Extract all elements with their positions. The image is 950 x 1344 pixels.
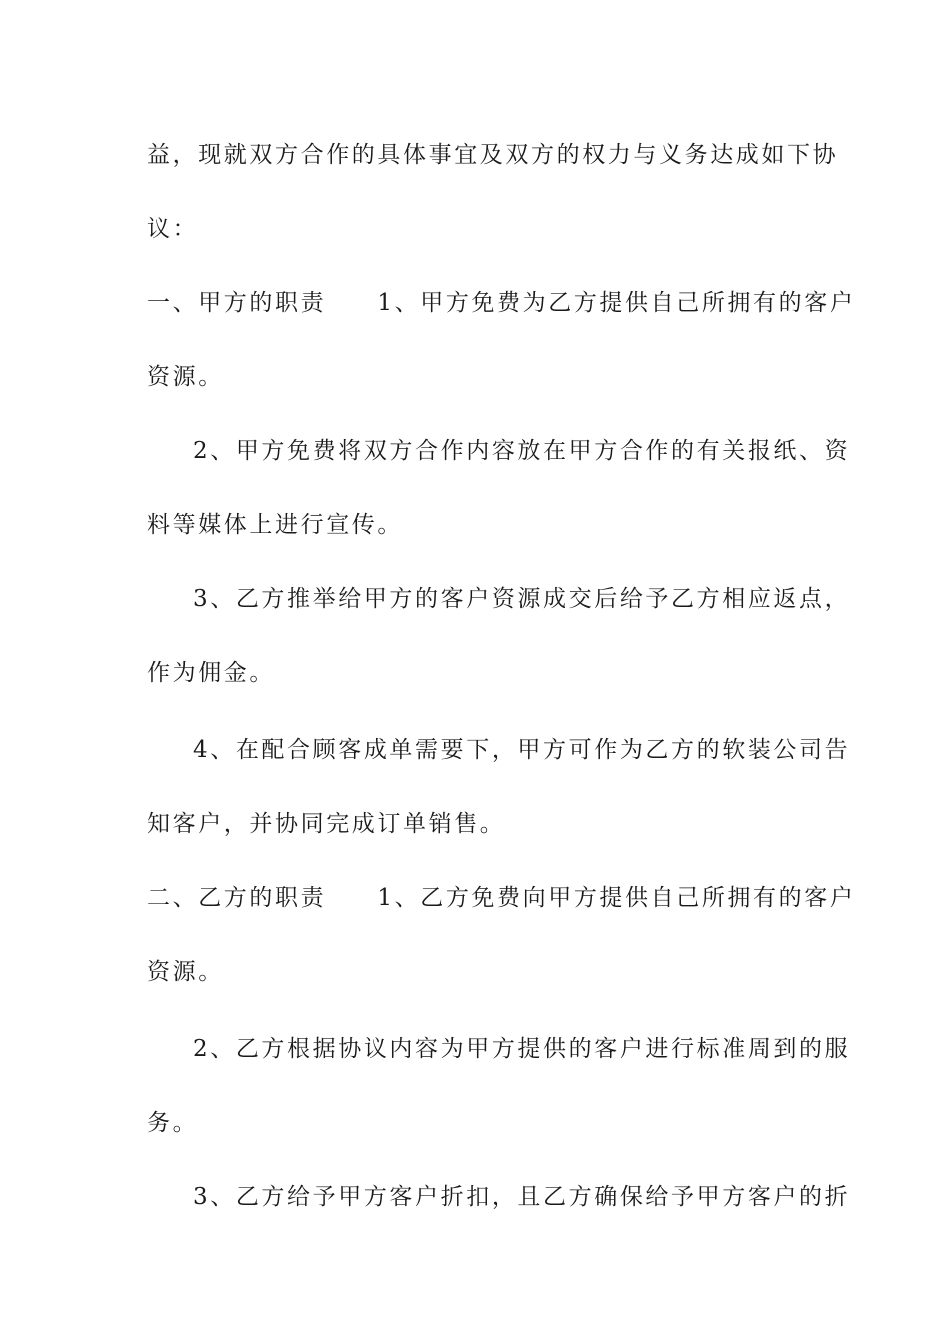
text-line: 2、乙方根据协议内容为甲方提供的客户进行标准周到的服 — [193, 1036, 851, 1062]
section-heading-party-a-duties: 一、甲方的职责 1、甲方免费为乙方提供自己所拥有的客户 — [147, 290, 856, 316]
text-line: 3、乙方推举给甲方的客户资源成交后给予乙方相应返点， — [193, 586, 851, 612]
text-line: 料等媒体上进行宣传。 — [147, 512, 403, 538]
section-heading-party-b-duties: 二、乙方的职责 1、乙方免费向甲方提供自己所拥有的客户 — [147, 885, 856, 911]
text-line: 4、在配合顾客成单需要下，甲方可作为乙方的软装公司告 — [193, 737, 851, 763]
text-line: 资源。 — [147, 364, 224, 390]
text-line: 资源。 — [147, 959, 224, 985]
text-line: 议： — [147, 216, 199, 242]
text-line: 2、甲方免费将双方合作内容放在甲方合作的有关报纸、资 — [193, 438, 851, 464]
text-line: 3、乙方给予甲方客户折扣，且乙方确保给予甲方客户的折 — [193, 1184, 851, 1210]
text-line: 益，现就双方合作的具体事宜及双方的权力与义务达成如下协 — [147, 142, 839, 168]
text-line: 务。 — [147, 1110, 199, 1136]
text-line: 作为佣金。 — [147, 660, 275, 686]
text-line: 知客户，并协同完成订单销售。 — [147, 811, 506, 837]
